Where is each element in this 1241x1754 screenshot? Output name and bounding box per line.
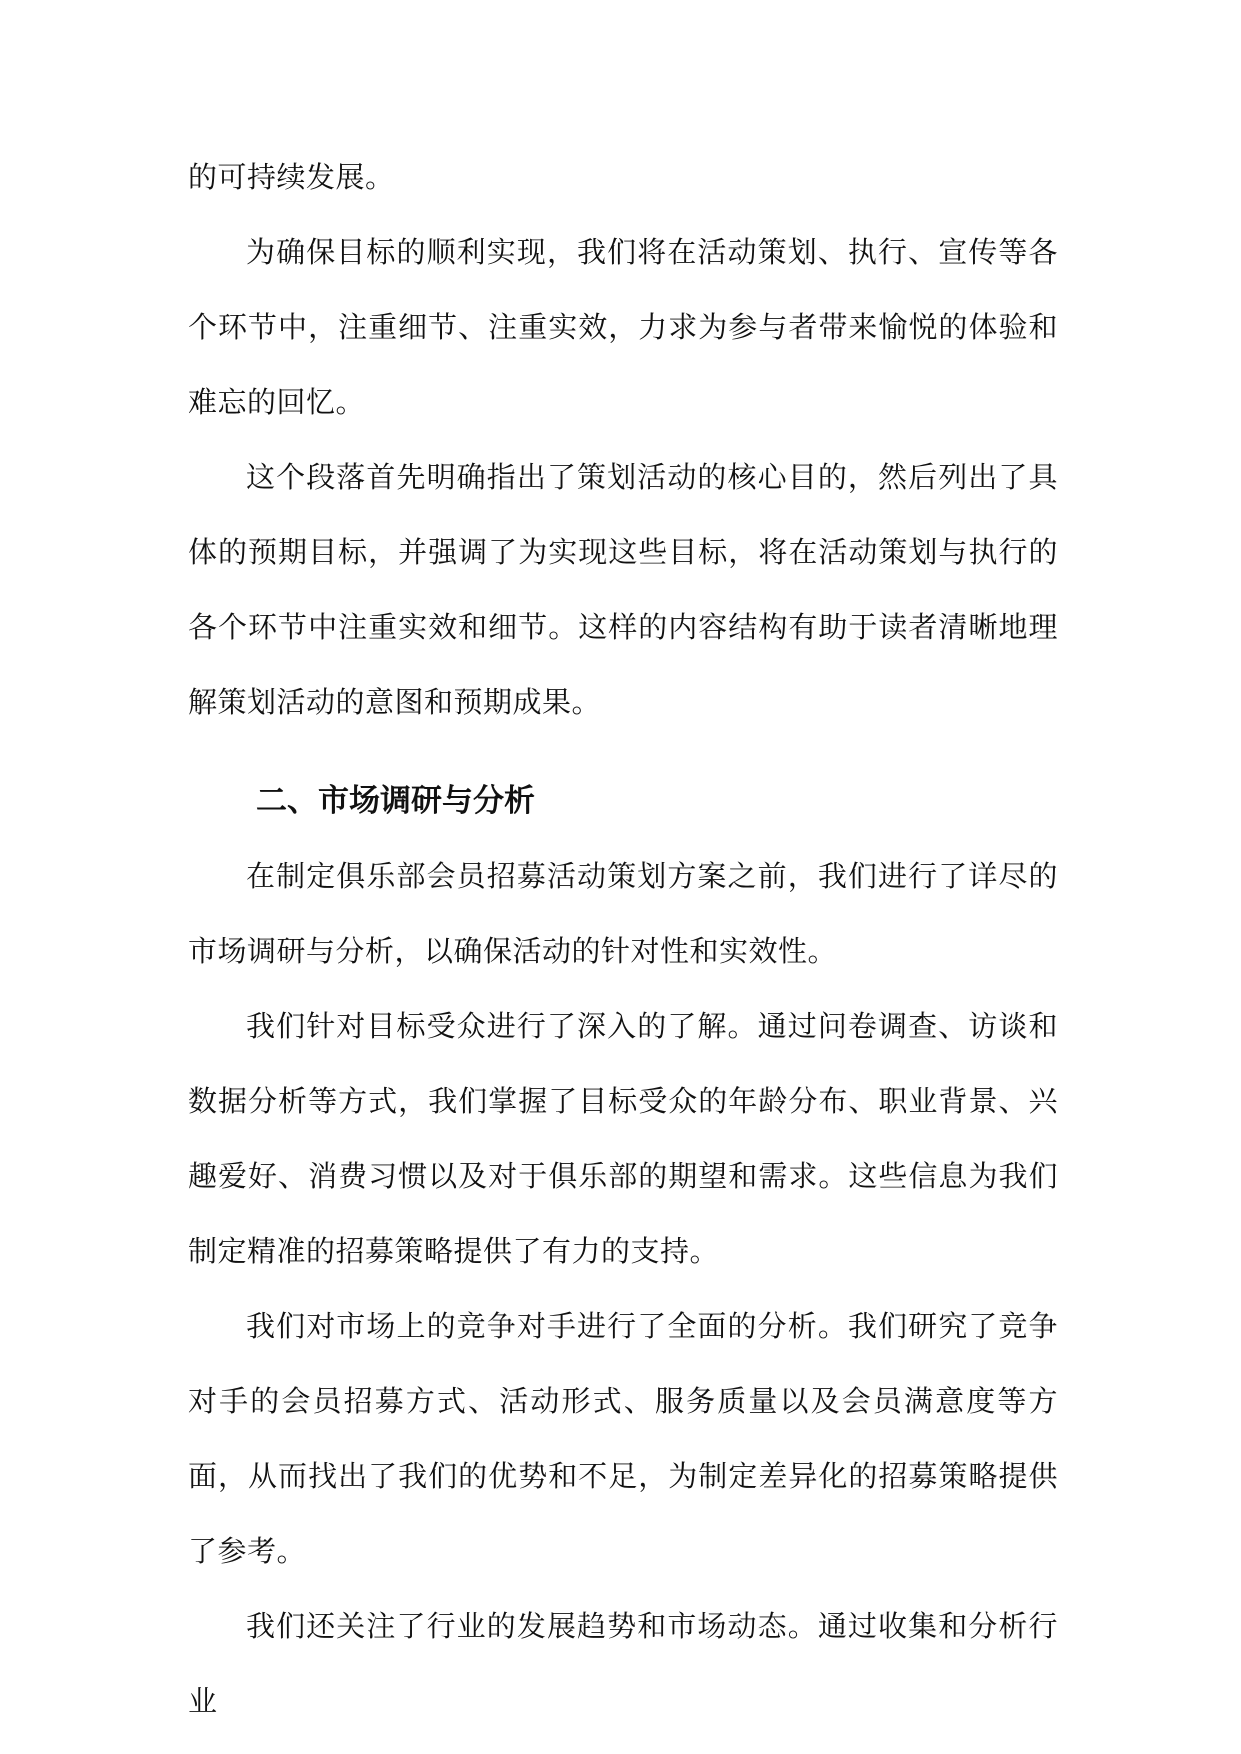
paragraph-continuation: 的可持续发展。 [188, 160, 395, 194]
paragraph-research-intro: 在制定俱乐部会员招募活动策划方案之前，我们进行了详尽的市场调研与分析，以确保活动的针对性和实效性。 [188, 859, 1058, 968]
paragraph-competitor-analysis: 我们对市场上的竞争对手进行了全面的分析。我们研究了竞争对手的会员招募方式、活动形式、服务质量以及会员满意度等方面，从而找出了我们的优势和不足，为制定差异化的招募策略提供了参考。 [188, 1309, 1058, 1568]
paragraph-goal-assurance: 为确保目标的顺利实现，我们将在活动策划、执行、宣传等各个环节中，注重细节、注重实效，力求为参与者带来愉悦的体验和难忘的回忆。 [188, 235, 1058, 419]
paragraph-industry-trends: 我们还关注了行业的发展趋势和市场动态。通过收集和分析行业 [188, 1609, 1058, 1718]
section-heading-market-research: 二、市场调研与分析 [256, 783, 535, 819]
paragraph-audience-analysis: 我们针对目标受众进行了深入的了解。通过问卷调查、访谈和数据分析等方式，我们掌握了目标受众的年龄分布、职业背景、兴趣爱好、消费习惯以及对于俱乐部的期望和需求。这些信息为我们制定精准的招募策略提供了有力的支持。 [188, 1009, 1058, 1268]
document-body [188, 140, 1058, 1739]
paragraph-summary-note: 这个段落首先明确指出了策划活动的核心目的，然后列出了具体的预期目标，并强调了为实现这些目标，将在活动策划与执行的各个环节中注重实效和细节。这样的内容结构有助于读者清晰地理解策划活动的意图和预期成果。 [188, 460, 1058, 719]
